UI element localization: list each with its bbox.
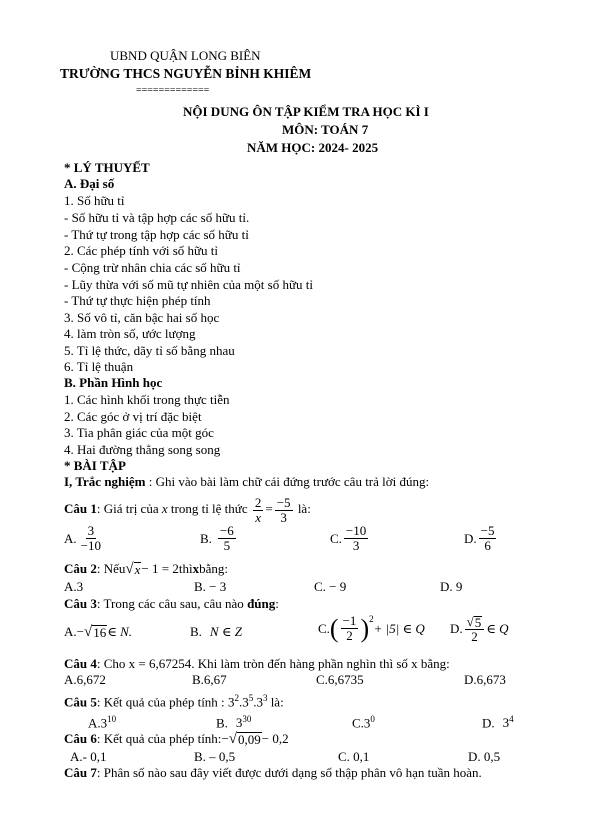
- sqrt: √ x: [125, 561, 141, 577]
- question-label: Câu 6: [64, 731, 97, 746]
- math-base: .3: [253, 694, 263, 710]
- q3-option-a: A. − √ 16 ∈ N.: [64, 624, 133, 640]
- question-text: là:: [267, 694, 284, 710]
- q2-option-a: A.3: [64, 579, 84, 594]
- question-6: Câu 6 : Kết quả của phép tính: − √ 0,09 − 0,2: [64, 731, 289, 747]
- math-expr: − 1 = 2: [141, 561, 179, 576]
- denominator: 3: [280, 509, 287, 525]
- q1-option-c: [330, 524, 370, 553]
- question-label: Câu 1: [64, 501, 97, 516]
- numerator: 3: [87, 523, 95, 538]
- geometry-heading: B. Phần Hình học: [64, 375, 163, 390]
- numerator: −5: [276, 494, 291, 510]
- subject-title: MÔN: TOÁN 7: [282, 122, 369, 137]
- option-letter: D.: [464, 530, 477, 546]
- q5-option-b: [216, 711, 251, 731]
- question-7: [64, 765, 482, 781]
- question-4: [64, 656, 450, 672]
- option-letter: D.: [482, 715, 495, 731]
- q6-option-d: D. 0,5: [468, 749, 501, 764]
- numerator: −10: [345, 523, 367, 538]
- question-label: Câu 3: [64, 596, 97, 611]
- q3-option-c: C. ( $\frac{-1}{2}$ ) $^2$ + |5| ∈ Q: [318, 613, 425, 643]
- sqrt-arg: 5: [474, 615, 482, 631]
- q4-option-c: C.6,6735: [316, 672, 364, 687]
- exponent: 3: [262, 693, 268, 703]
- denominator: 3: [352, 538, 360, 553]
- math-expr: − 0,2: [261, 731, 289, 746]
- theory-item: - Thứ tự thực hiện phép tính: [64, 293, 211, 308]
- exercises-heading: * BÀI TẬP: [64, 458, 126, 473]
- question-5: [64, 690, 284, 710]
- school-year: NĂM HỌC: 2024- 2025: [247, 140, 379, 155]
- q4-option-d: D.6,673: [464, 672, 506, 687]
- denominator: 2: [471, 629, 478, 645]
- school-name: TRƯỜNG THCS NGUYỄN BỈNH KHIÊM: [60, 66, 312, 81]
- option-letter: B.: [216, 715, 228, 731]
- denominator: 5: [223, 538, 231, 553]
- exponent: 10: [107, 714, 117, 724]
- sqrt-arg: 0,09: [238, 732, 261, 747]
- q2-option-d: D. 9: [440, 579, 463, 594]
- numerator: 2: [254, 494, 262, 510]
- q1-option-d: [464, 524, 498, 553]
- option-letter: D.: [450, 621, 463, 636]
- theory-item: 4. làm tròn số, ước lượng: [64, 326, 196, 341]
- q5-option-c: [352, 711, 375, 731]
- option-letter: A.: [64, 530, 77, 546]
- math-base: 3: [363, 715, 371, 731]
- mc-instruction-text: : Ghi vào bài làm chữ cái đứng trước câu trả lời đúng:: [145, 474, 430, 489]
- q4-option-a: A.6,672: [64, 672, 106, 687]
- math-base: .3: [238, 694, 249, 710]
- q5-option-d: [482, 711, 514, 731]
- q4-option-b: B.6,67: [192, 672, 227, 687]
- header-divider: =============: [136, 85, 210, 96]
- numerator: −5: [480, 523, 495, 538]
- question-text: : Trong các câu sau, câu nào: [96, 596, 248, 611]
- exponent: 30: [242, 714, 252, 724]
- theory-item: - Cộng trừ nhân chia các số hữu tỉ: [64, 260, 241, 275]
- bold-word: đúng: [247, 596, 276, 611]
- q5-option-a: [88, 711, 116, 731]
- math-sign: −: [221, 731, 229, 746]
- question-label: Câu 5: [64, 694, 97, 710]
- question-label: Câu 2: [64, 561, 97, 576]
- numerator: −1: [342, 613, 357, 628]
- theory-item: 2. Các phép tính với số hữu tỉ: [64, 243, 219, 258]
- exponent: 4: [509, 714, 514, 724]
- q6-option-b: B. – 0,5: [194, 749, 236, 764]
- math-base: 3: [227, 694, 235, 710]
- question-label: Câu 4: [64, 656, 97, 671]
- algebra-heading: A. Đại số: [64, 176, 115, 191]
- denominator: 6: [484, 538, 491, 553]
- q1-option-b: [200, 524, 238, 553]
- mc-label: I, Trắc nghiệm: [64, 474, 146, 489]
- question-text: : Kết quả của phép tính :: [96, 694, 228, 710]
- question-text: : Kết quả của phép tính:: [96, 731, 222, 746]
- math-sign: −: [76, 624, 84, 639]
- q3-option-b: [190, 624, 242, 640]
- question-text: thì: [178, 561, 193, 576]
- question-text: là:: [294, 501, 311, 516]
- exponent: 5: [248, 693, 254, 703]
- option-letter: C.: [352, 715, 364, 731]
- option-letter: C.: [318, 620, 330, 636]
- math-var: x: [192, 561, 200, 576]
- exponent: 0: [370, 714, 375, 724]
- theory-item: 4. Hai đường thẳng song song: [64, 442, 221, 457]
- question-text: : Phân số nào sau đây viết được dưới dạng số thập phân vô hạn tuần hoàn.: [96, 765, 482, 780]
- q2-option-b: B. − 3: [194, 579, 227, 594]
- theory-item: - Lũy thừa với số mũ tự nhiên của một số hữu tỉ: [64, 277, 313, 292]
- math-expr: ∈ N.: [107, 624, 133, 639]
- district-name: UBND QUẬN LONG BIÊN: [110, 48, 261, 63]
- q2-option-c: C. − 9: [314, 579, 347, 594]
- option-letter: B.: [200, 530, 212, 546]
- doc-title: NỘI DUNG ÔN TẬP KIỂM TRA HỌC KÌ I: [183, 104, 429, 119]
- q6-option-a: A.- 0,1: [70, 749, 107, 764]
- theory-item: - Thứ tự trong tập hợp các số hữu tỉ: [64, 227, 249, 242]
- question-text: : Nếu: [96, 561, 126, 576]
- q3-option-d: D. √ 5 2 ∈ Q: [450, 614, 509, 645]
- question-2: [64, 561, 228, 577]
- math-expr: ∈ Q: [486, 621, 509, 636]
- math-var: x: [161, 501, 168, 516]
- math-base: 3: [502, 715, 510, 731]
- exponent: 2: [234, 693, 239, 703]
- theory-item: 5. Tỉ lệ thức, dãy tỉ số bằng nhau: [64, 343, 235, 358]
- question-1: [64, 492, 311, 526]
- sqrt-arg: x: [134, 562, 141, 577]
- sqrt-arg: 16: [93, 625, 107, 640]
- option-letter: C.: [330, 530, 342, 546]
- theory-item: 6. Tỉ lệ thuận: [64, 359, 134, 374]
- fraction: [253, 496, 264, 525]
- mc-instruction: [64, 474, 429, 490]
- denominator: −10: [80, 538, 101, 553]
- theory-item: 3. Số vô tỉ, căn bậc hai số học: [64, 310, 220, 325]
- equals-sign: =: [265, 501, 273, 516]
- question-3: [64, 596, 279, 612]
- question-text: trong tỉ lệ thức: [167, 501, 251, 516]
- numerator: −6: [219, 523, 234, 538]
- option-letter: A.: [64, 624, 77, 639]
- q1-option-a: [64, 524, 105, 553]
- theory-item: 1. Các hình khối trong thực tiễn: [64, 392, 230, 407]
- theory-item: 1. Số hữu tỉ: [64, 193, 125, 208]
- math-expr: + |5| ∈ Q: [373, 620, 425, 636]
- denominator: x: [255, 509, 262, 525]
- q6-option-c: C. 0,1: [338, 749, 370, 764]
- math-base: 3: [100, 715, 108, 731]
- question-text: : Giá trị của: [96, 501, 162, 516]
- exponent: 2: [369, 614, 374, 624]
- fraction: [275, 496, 293, 525]
- theory-heading: * LÝ THUYẾT: [64, 160, 150, 175]
- math-expr: N ∈ Z: [209, 624, 242, 639]
- option-letter: A.: [88, 715, 101, 731]
- option-letter: B.: [190, 624, 202, 639]
- theory-item: 2. Các góc ở vị trí đặc biệt: [64, 409, 202, 424]
- question-text: :: [275, 596, 279, 611]
- theory-item: - Số hữu tỉ và tập hợp các số hữu tỉ.: [64, 210, 250, 225]
- theory-item: 3. Tia phân giác của một góc: [64, 425, 214, 440]
- question-text: bằng:: [199, 561, 228, 576]
- denominator: 2: [346, 628, 353, 643]
- question-text: : Cho x = 6,67254. Khi làm tròn đến hàng phần nghìn thì số x bằng:: [96, 656, 450, 671]
- math-base: 3: [235, 715, 243, 731]
- question-label: Câu 7: [64, 765, 97, 780]
